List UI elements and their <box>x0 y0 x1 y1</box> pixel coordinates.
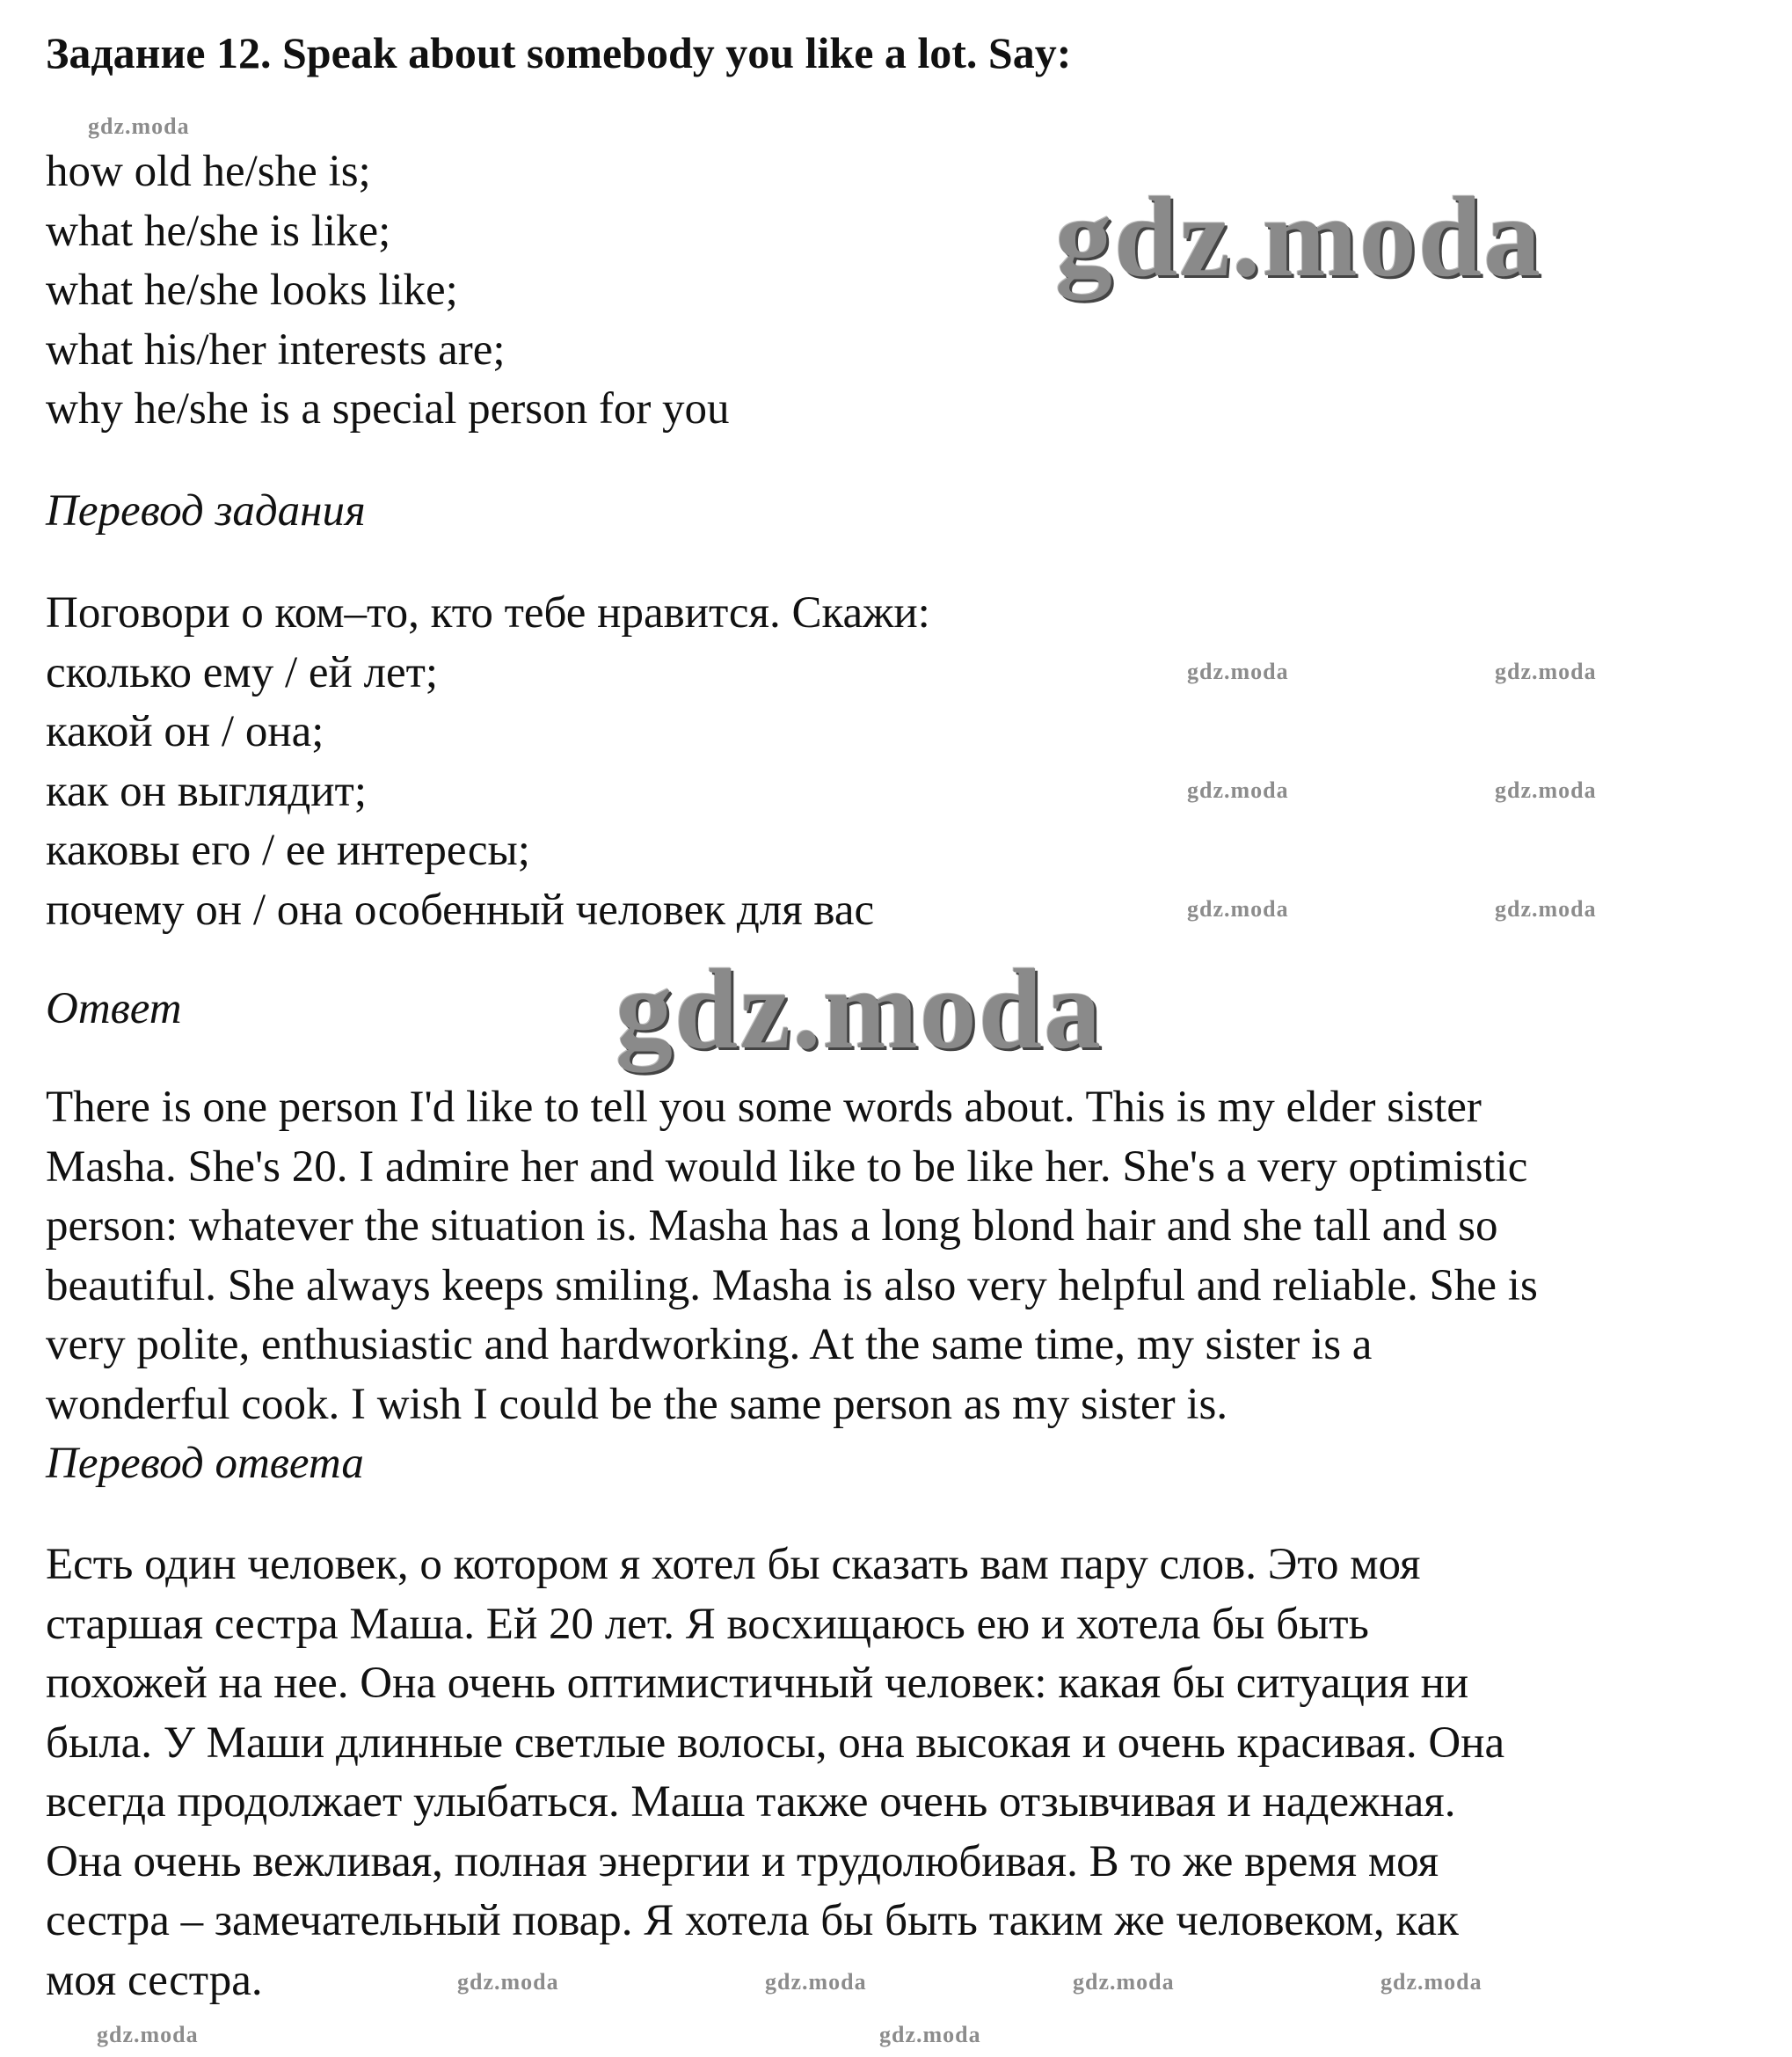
task-translation <box>46 584 1774 940</box>
watermark: gdz.moda <box>88 113 190 139</box>
answer-line: There is one person I'd like to tell you some words about. This is my elder sister <box>46 1083 1482 1132</box>
task-item: why he/she is a special person for you <box>46 384 730 434</box>
answer-translation-line: была. У Маши длинные светлые волосы, она высокая и очень красивая. Она <box>46 1718 1505 1768</box>
task-title: Задание 12. Speak about somebody you like a lot. Say: <box>46 28 1072 77</box>
answer-translation-line: похожей на нее. Она очень оптимистичный человек: какая бы ситуация ни <box>46 1659 1469 1708</box>
translation-line: Поговори о ком–то, кто тебе нравится. Скажи: <box>46 588 930 638</box>
answer-text <box>46 1078 1774 1434</box>
watermark: gdz.moda <box>1055 174 1543 301</box>
watermark: gdz.moda <box>1187 659 1289 684</box>
answer-translation-line: всегда продолжает улыбаться. Маша также очень отзывчивая и надежная. <box>46 1777 1456 1827</box>
answer-heading: Ответ <box>46 984 182 1033</box>
answer-translation-heading: Перевод ответа <box>46 1439 364 1488</box>
answer-line: Masha. She's 20. I admire her and would like to be like her. She's a very optimistic <box>46 1142 1528 1192</box>
task-item: what he/she looks like; <box>46 266 458 315</box>
task-item: how old he/she is; <box>46 147 371 196</box>
answer-line: person: whatever the situation is. Masha has a long blond hair and she tall and so <box>46 1201 1498 1251</box>
translation-line: какой он / она; <box>46 707 324 756</box>
watermark: gdz.moda <box>1495 777 1597 803</box>
watermark: gdz.moda <box>1380 1969 1482 1995</box>
task-translation-heading: Перевод задания <box>46 486 366 536</box>
answer-line: very polite, enthusiastic and hardworking. At the same time, my sister is a <box>46 1320 1373 1369</box>
translation-line: почему он / она особенный человек для вас <box>46 885 875 935</box>
watermark: gdz.moda <box>616 946 1104 1073</box>
answer-translation-line: старшая сестра Маша. Ей 20 лет. Я восхищаюсь ею и хотела бы быть <box>46 1599 1369 1649</box>
watermark: gdz.moda <box>1187 777 1289 803</box>
answer-line: wonderful cook. I wish I could be the same person as my sister is. <box>46 1379 1228 1429</box>
answer-translation-line: Есть один человек, о котором я хотел бы сказать вам пару слов. Это моя <box>46 1540 1421 1589</box>
watermark: gdz.moda <box>97 2022 199 2047</box>
answer-translation-line: моя сестра. <box>46 1955 263 2005</box>
task-item: what his/her interests are; <box>46 325 506 375</box>
watermark: gdz.moda <box>457 1969 559 1995</box>
watermark: gdz.moda <box>1187 896 1289 922</box>
watermark: gdz.moda <box>1495 896 1597 922</box>
task-item: what he/she is like; <box>46 206 391 256</box>
watermark: gdz.moda <box>1495 659 1597 684</box>
answer-line: beautiful. She always keeps smiling. Masha is also very helpful and reliable. She is <box>46 1260 1538 1310</box>
answer-translation-line: Она очень вежливая, полная энергии и трудолюбивая. В то же время моя <box>46 1836 1439 1886</box>
translation-line: сколько ему / ей лет; <box>46 647 439 697</box>
watermark: gdz.moda <box>1073 1969 1175 1995</box>
answer-translation <box>46 1535 1774 2010</box>
watermark: gdz.moda <box>765 1969 867 1995</box>
translation-line: как он выглядит; <box>46 766 367 816</box>
watermark: gdz.moda <box>879 2022 981 2047</box>
answer-translation-line: сестра – замечательный повар. Я хотела бы быть таким же человеком, как <box>46 1896 1459 1945</box>
translation-line: каковы его / ее интересы; <box>46 826 530 875</box>
